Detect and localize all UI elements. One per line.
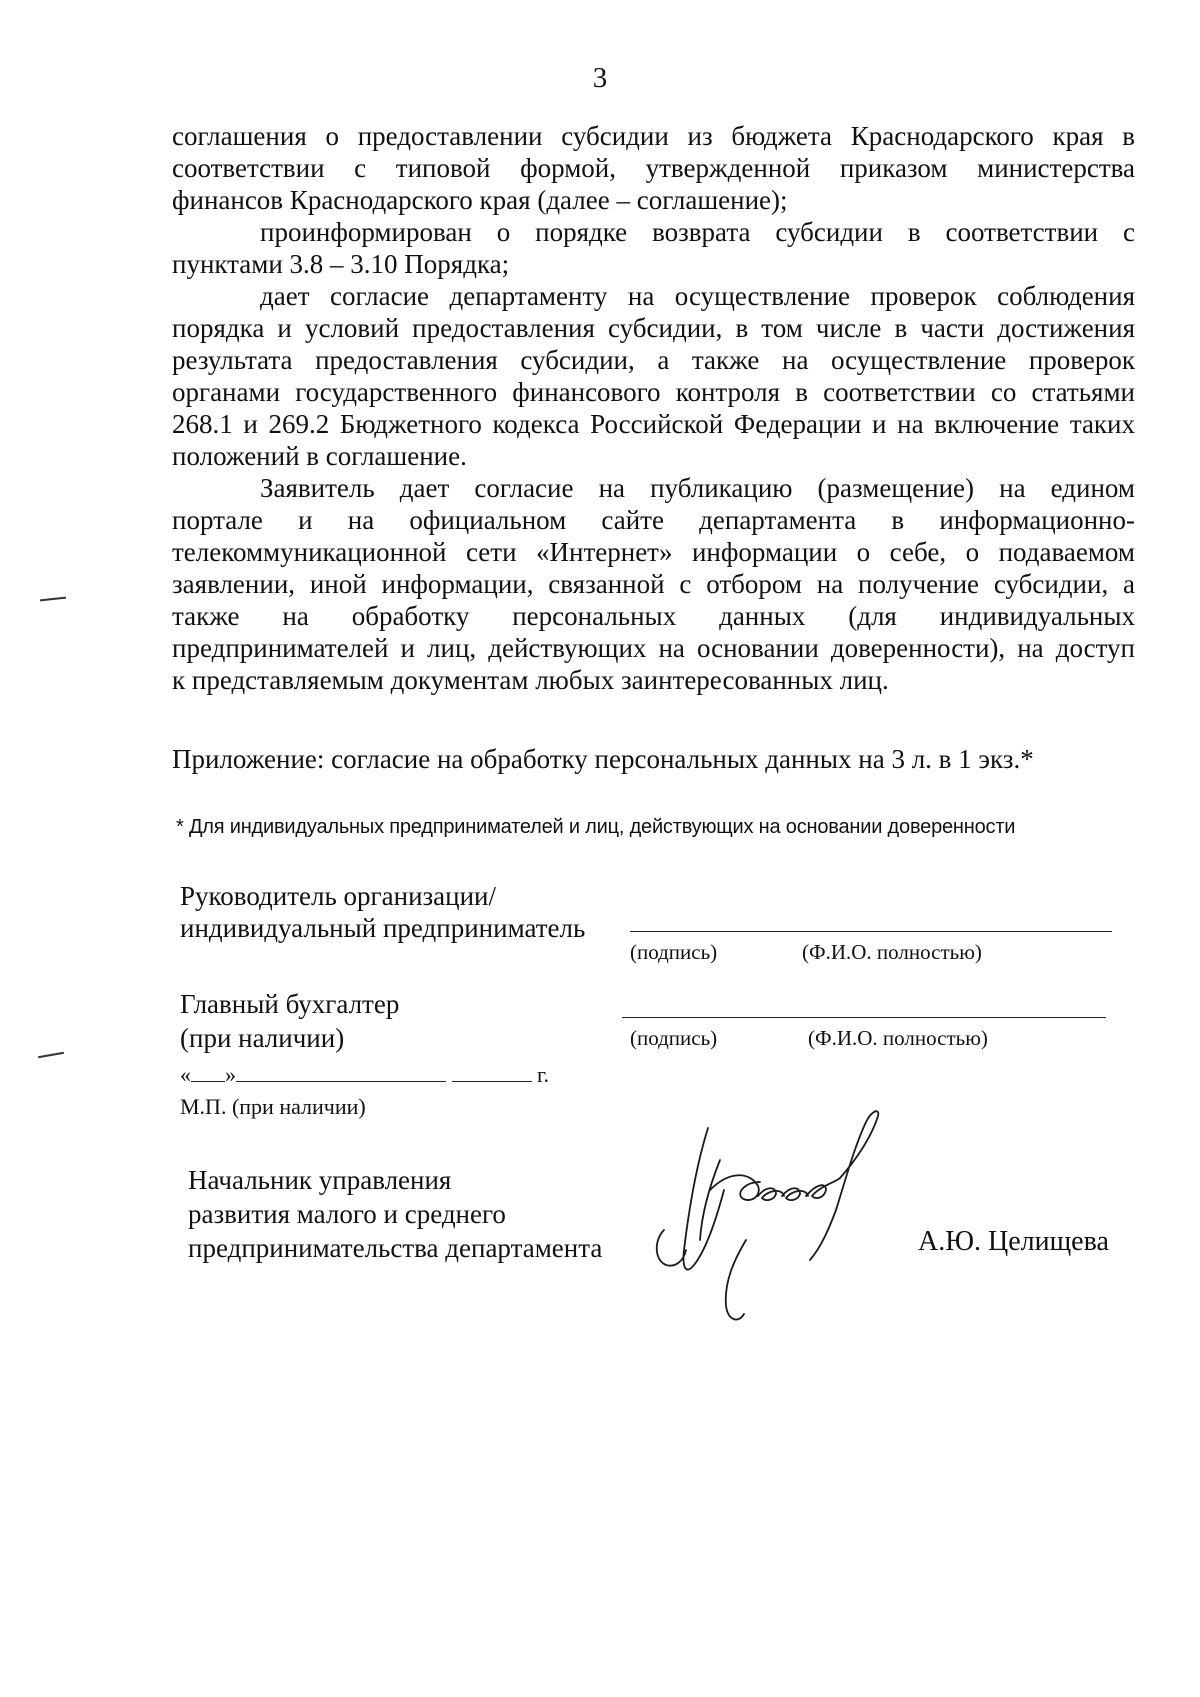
- name-caption: (Ф.И.О. полностью): [808, 1026, 988, 1050]
- text-line: портале и на официальном сайте департамента в информационно-: [172, 505, 1135, 535]
- text-line: результата предоставления субсидии, а также на осуществление проверок: [172, 345, 1135, 375]
- text-line: Заявитель дает согласие на публикацию (размещение) на едином: [260, 473, 1135, 503]
- text-line: порядка и условий предоставления субсидии, в том числе в части достижения: [172, 313, 1135, 343]
- text-line: заявлении, иной информации, связанной с отбором на получение субсидии, а: [172, 569, 1135, 599]
- text-line: к представляемым документам любых заинтересованных лиц.: [172, 665, 889, 695]
- text-line: проинформирован о порядке возврата субсидии в соответствии с: [260, 217, 1135, 247]
- footnote: * Для индивидуальных предпринимателей и лиц, действующих на основании доверенности: [176, 816, 1016, 838]
- accountant-label-line2: (при наличии): [180, 1023, 345, 1053]
- text-line: органами государственного финансового контроля в соответствии со статьями: [172, 377, 1135, 407]
- text-line: предпринимателей и лиц, действующих на основании доверенности), на доступ: [172, 633, 1135, 663]
- day-blank: [191, 1063, 225, 1082]
- text-line: 268.1 и 269.2 Бюджетного кодекса Российской Федерации и на включение таких: [172, 409, 1135, 439]
- text-line: телекоммуникационной сети «Интернет» информации о себе, о подаваемом: [172, 537, 1135, 567]
- text-line: дает согласие департаменту на осуществление проверок соблюдения: [260, 281, 1135, 311]
- handwritten-signature: [650, 1100, 930, 1330]
- text-line: финансов Краснодарского края (далее – соглашение);: [172, 185, 788, 215]
- sign-caption: (подпись): [630, 940, 718, 964]
- chief-title-line: развития малого и среднего: [188, 1199, 506, 1229]
- year-suffix: г.: [537, 1062, 550, 1087]
- chief-title-line: предпринимательства департамента: [188, 1233, 603, 1263]
- scan-artifact: [38, 1052, 64, 1058]
- date-line: [180, 1062, 549, 1088]
- text-line: пунктами 3.8 – 3.10 Порядка;: [172, 249, 510, 279]
- body-text: [172, 120, 1135, 696]
- head-label-line1: Руководитель организации/: [180, 881, 497, 911]
- sign-caption: (подпись): [630, 1026, 718, 1050]
- attachment-note: Приложение: согласие на обработку персональных данных на 3 л. в 1 экз.*: [172, 744, 1034, 774]
- chief-title-line: Начальник управления: [188, 1165, 452, 1195]
- year-blank: [452, 1063, 532, 1082]
- text-line: соглашения о предоставлении субсидии из бюджета Краснодарского края в: [172, 121, 1135, 151]
- chief-name: А.Ю. Целищева: [918, 1226, 1109, 1257]
- month-blank: [236, 1063, 446, 1082]
- text-line: положений в соглашение.: [172, 441, 467, 471]
- accountant-signature-line: [622, 1017, 1106, 1018]
- accountant-label-line1: Главный бухгалтер: [180, 989, 400, 1019]
- head-signature-line: [630, 931, 1112, 932]
- date-open-quote: «: [180, 1062, 191, 1087]
- name-caption: (Ф.И.О. полностью): [802, 940, 982, 964]
- date-close-quote: »: [225, 1062, 236, 1087]
- text-line: соответствии с типовой формой, утвержденной приказом министерства: [172, 153, 1135, 183]
- text-line: также на обработку персональных данных (для индивидуальных: [172, 601, 1135, 631]
- stamp-label: М.П. (при наличии): [180, 1094, 366, 1119]
- head-label-line2: индивидуальный предприниматель: [180, 913, 586, 943]
- chief-title: [188, 1163, 602, 1265]
- page-number: 3: [592, 62, 608, 94]
- scan-artifact: [40, 597, 66, 602]
